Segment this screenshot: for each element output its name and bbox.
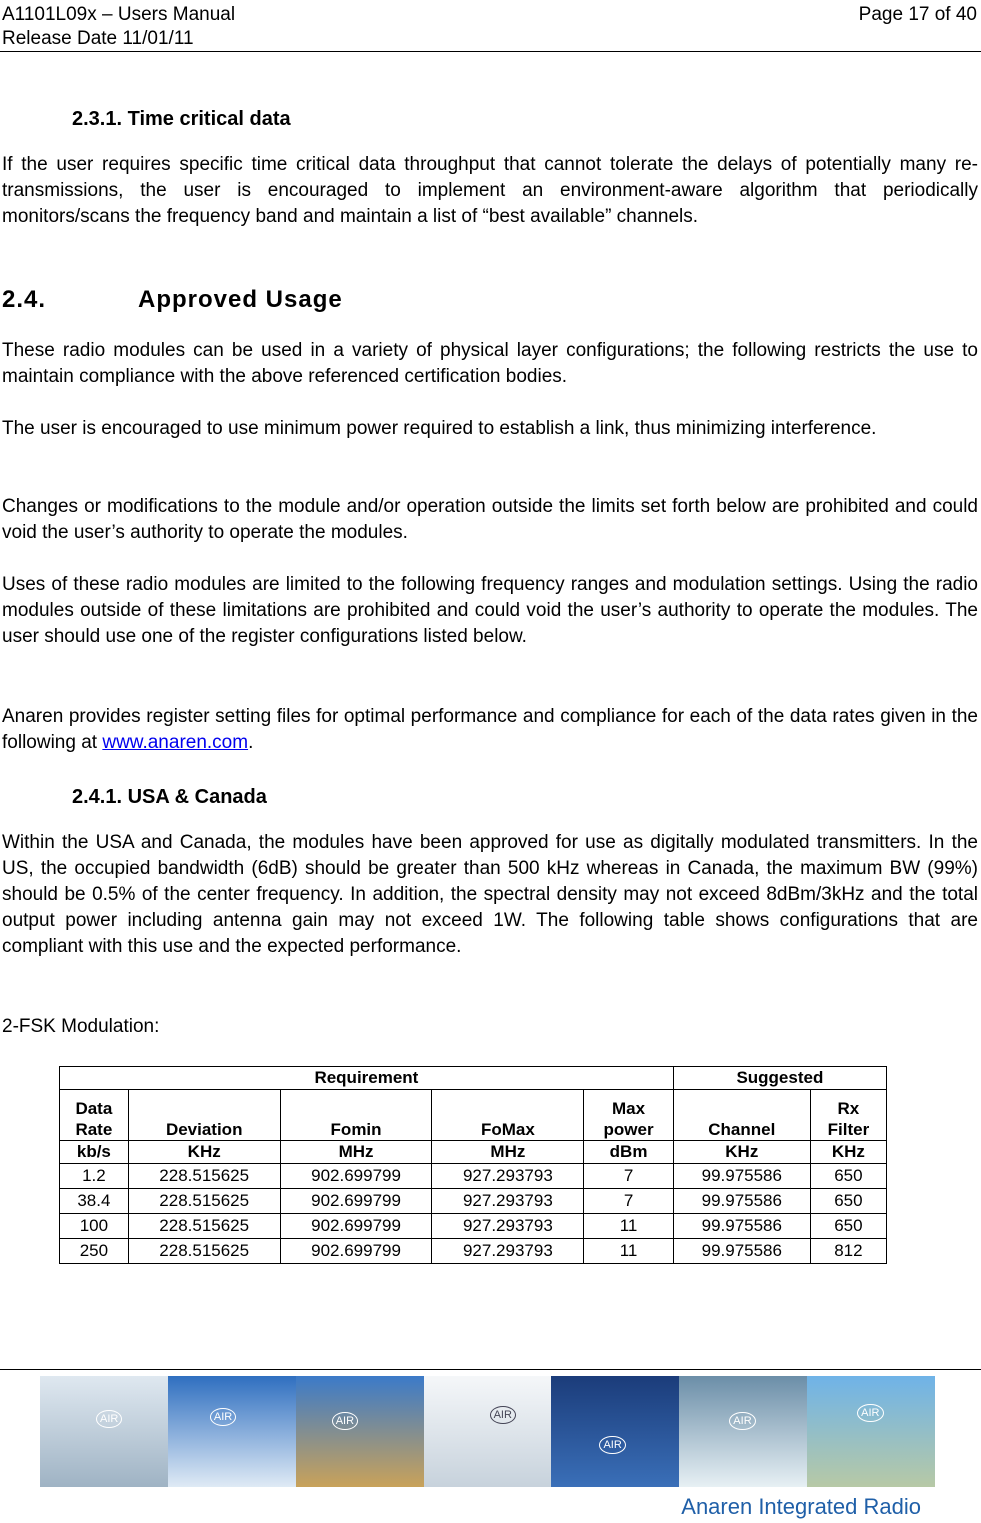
photo-cyclist xyxy=(296,1376,424,1487)
paragraph-time-critical: If the user requires specific time critical data throughput that cannot tolerate the delays of potentially many re-transmissions, the user is encouraged to implement an environment-aware algorithm that periodically monitors/scans the frequency band and maintain a list of “best available” channels. xyxy=(2,154,978,227)
table-cell: 7 xyxy=(584,1164,673,1189)
footer-photo-banner xyxy=(40,1376,935,1487)
table-cell: 100 xyxy=(60,1214,129,1239)
table-cell: 7 xyxy=(584,1189,673,1214)
table-cell: 1.2 xyxy=(60,1164,129,1189)
table-cell: 228.515625 xyxy=(128,1164,280,1189)
section-number: 2.4. xyxy=(2,286,47,313)
paragraph-text: Anaren provides register setting files for optimal performance and compliance for each of the data rates given in the following at xyxy=(2,706,978,753)
air-logo: AIR xyxy=(96,1410,122,1428)
modulation-label: 2-FSK Modulation: xyxy=(2,1016,160,1037)
col-fomin: Fomin xyxy=(280,1090,432,1141)
table-cell: 812 xyxy=(810,1239,886,1264)
table-cell: 650 xyxy=(810,1214,886,1239)
unit-cell: KHz xyxy=(810,1141,886,1164)
paragraph-usa-canada: Within the USA and Canada, the modules have been approved for use as digitally modulated transmitters. In the US, the occupied bandwidth (6dB) should be greater than 500 kHz whereas in Canada, the maximum BW (99%) should be 0.5% of the center frequency. In addition, the spectral density may not exceed 8dBm/3kHz and the total output power including antenna gain may not exceed 1W. The following table shows configurations that are compliant with this use and the expected performance. xyxy=(2,832,978,957)
group-requirement: Requirement xyxy=(60,1067,674,1090)
anaren-link[interactable]: www.anaren.com xyxy=(102,732,249,753)
photo-kayaker xyxy=(679,1376,807,1487)
air-logo: AIR xyxy=(332,1412,358,1430)
table-cell: 902.699799 xyxy=(280,1214,432,1239)
air-logo: AIR xyxy=(857,1404,883,1422)
unit-cell: MHz xyxy=(432,1141,584,1164)
footer-divider xyxy=(0,1369,981,1370)
table-cell: 650 xyxy=(810,1164,886,1189)
table-cell: 99.975586 xyxy=(673,1214,810,1239)
table-cell: 927.293793 xyxy=(432,1164,584,1189)
table-cell: 902.699799 xyxy=(280,1189,432,1214)
manual-title: A1101L09x – Users Manual xyxy=(2,4,236,25)
table-cell: 927.293793 xyxy=(432,1239,584,1264)
header-divider xyxy=(0,51,981,52)
page-number: Page 17 of 40 xyxy=(858,4,977,25)
air-logo: AIR xyxy=(490,1406,516,1424)
approved-configurations-table xyxy=(59,1066,887,1264)
table-cell: 650 xyxy=(810,1189,886,1214)
table-cell: 11 xyxy=(584,1214,673,1239)
air-logo: AIR xyxy=(210,1408,236,1426)
table-cell: 99.975586 xyxy=(673,1239,810,1264)
table-group-row xyxy=(60,1067,887,1090)
col-data-rate: Data Rate xyxy=(60,1090,129,1141)
table-cell: 99.975586 xyxy=(673,1189,810,1214)
table-cell: 927.293793 xyxy=(432,1189,584,1214)
table-row xyxy=(60,1214,887,1239)
table-cell: 228.515625 xyxy=(128,1189,280,1214)
photo-skier xyxy=(168,1376,296,1487)
table-cell: 927.293793 xyxy=(432,1214,584,1239)
unit-cell: kb/s xyxy=(60,1141,129,1164)
paragraph-approved-1: These radio modules can be used in a variety of physical layer configurations; the following restricts the use to maintain compliance with the above referenced certification bodies. xyxy=(2,340,978,387)
table-cell: 228.515625 xyxy=(128,1239,280,1264)
table-cell: 99.975586 xyxy=(673,1164,810,1189)
paragraph-approved-5 xyxy=(2,704,978,756)
table-cell: 228.515625 xyxy=(128,1214,280,1239)
heading-usa-canada: 2.4.1. USA & Canada xyxy=(72,786,267,808)
table-cell: 11 xyxy=(584,1239,673,1264)
photo-windsurfer xyxy=(551,1376,679,1487)
unit-cell: dBm xyxy=(584,1141,673,1164)
table-cell: 250 xyxy=(60,1239,129,1264)
air-logo: AIR xyxy=(729,1412,755,1430)
release-date: Release Date 11/01/11 xyxy=(2,28,194,49)
unit-cell: KHz xyxy=(128,1141,280,1164)
col-deviation: Deviation xyxy=(128,1090,280,1141)
group-suggested: Suggested xyxy=(673,1067,886,1090)
table-cell: 902.699799 xyxy=(280,1239,432,1264)
col-rx-filter: Rx Filter xyxy=(810,1090,886,1141)
photo-snowboarder xyxy=(424,1376,552,1487)
brand-wordmark: Anaren Integrated Radio xyxy=(681,1494,921,1519)
table-row xyxy=(60,1189,887,1214)
table-row xyxy=(60,1239,887,1264)
unit-cell: KHz xyxy=(673,1141,810,1164)
heading-approved-usage xyxy=(2,286,343,314)
table-row xyxy=(60,1164,887,1189)
table-cell: 38.4 xyxy=(60,1189,129,1214)
paragraph-approved-2: The user is encouraged to use minimum power required to establish a link, thus minimizing interference. xyxy=(2,418,877,439)
page-header-left xyxy=(2,3,235,51)
heading-time-critical-data: 2.3.1. Time critical data xyxy=(72,108,291,130)
paragraph-approved-4: Uses of these radio modules are limited to the following frequency ranges and modulation settings. Using the radio modules outside of these limitations are prohibited and could void the user’s authority to operate the modules. The user should use one of the register configurations listed below. xyxy=(2,574,978,647)
table-units-row xyxy=(60,1141,887,1164)
col-channel: Channel xyxy=(673,1090,810,1141)
air-logo: AIR xyxy=(599,1436,625,1454)
col-max-power: Max power xyxy=(584,1090,673,1141)
paragraph-end: . xyxy=(248,732,254,753)
paragraph-approved-3: Changes or modifications to the module and/or operation outside the limits set forth below are prohibited and could void the user’s authority to operate the modules. xyxy=(2,496,978,543)
photo-skater xyxy=(40,1376,168,1487)
col-fomax: FoMax xyxy=(432,1090,584,1141)
table-column-row xyxy=(60,1090,887,1141)
unit-cell: MHz xyxy=(280,1141,432,1164)
table-cell: 902.699799 xyxy=(280,1164,432,1189)
photo-skateboarder xyxy=(807,1376,935,1487)
section-title: Approved Usage xyxy=(138,286,343,313)
